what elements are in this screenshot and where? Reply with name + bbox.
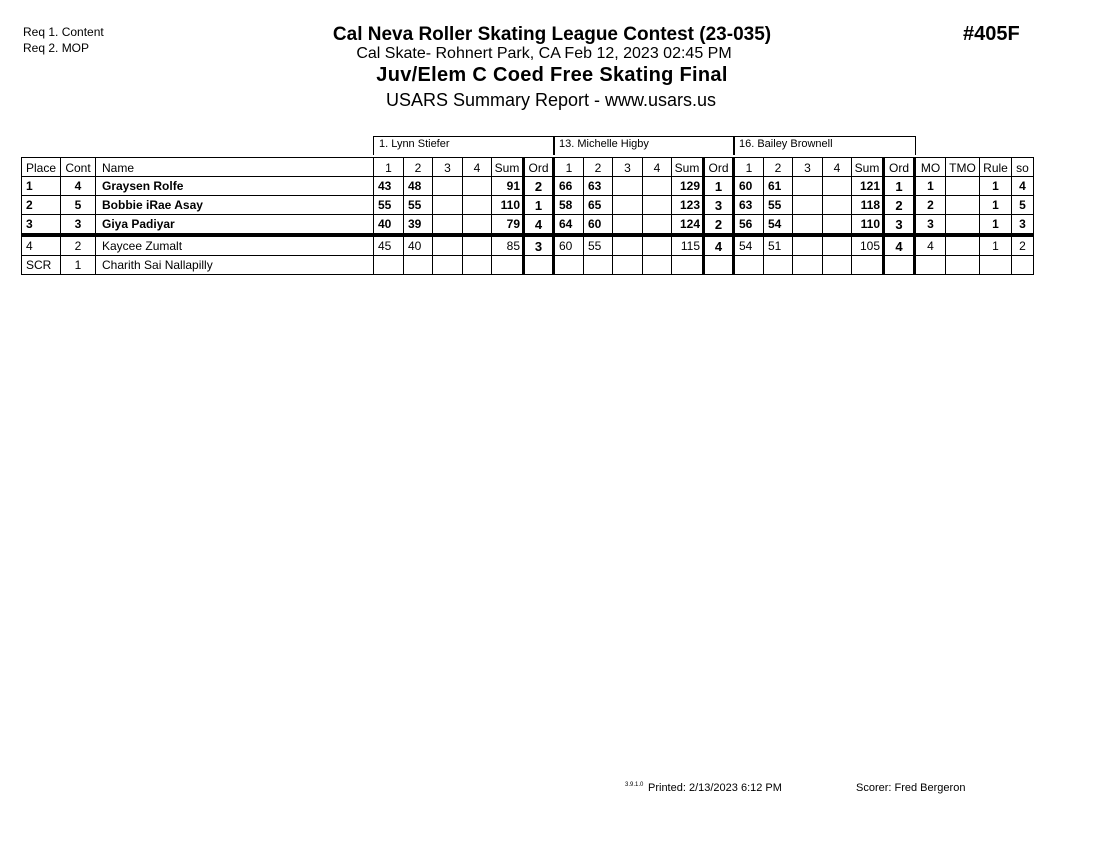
col-j2-score-1: 1 <box>554 158 584 177</box>
tmo-cell <box>946 256 980 275</box>
event-number: #405F <box>963 23 1020 45</box>
judge-3-score-4-cell <box>823 215 852 236</box>
judge-2-score-2-cell: 55 <box>584 235 613 256</box>
judge-1-score-2-cell: 39 <box>404 215 433 236</box>
col-rule: Rule <box>980 158 1012 177</box>
judge-1-ordinal-cell: 2 <box>524 177 554 196</box>
scorer-name: Scorer: Fred Bergeron <box>856 782 966 794</box>
col-j3-score-4: 4 <box>823 158 852 177</box>
table-row <box>22 256 1034 275</box>
judge-3-score-3-cell <box>793 215 823 236</box>
judge-2-score-3-cell <box>613 177 643 196</box>
software-version: 3.9.1.0 <box>625 782 644 788</box>
contestant-number-cell: 4 <box>61 177 96 196</box>
judge-1-sum-cell: 91 <box>492 177 524 196</box>
contest-title: Cal Neva Roller Skating League Contest (23-035) <box>332 24 772 45</box>
judge-2-score-4-cell <box>643 215 672 236</box>
judge-2-score-2-cell: 65 <box>584 196 613 215</box>
judge-1-sum-cell <box>492 256 524 275</box>
column-header-row <box>22 158 1034 177</box>
tmo-cell <box>946 196 980 215</box>
rule-cell: 1 <box>980 196 1012 215</box>
judge-1-score-4-cell <box>463 196 492 215</box>
judge-3-score-2-cell: 54 <box>764 215 793 236</box>
so-cell: 4 <box>1012 177 1034 196</box>
judge-2-ordinal-cell: 4 <box>704 235 734 256</box>
judge-3-score-3-cell <box>793 196 823 215</box>
skater-name-cell: Graysen Rolfe <box>96 177 374 196</box>
col-mo: MO <box>915 158 946 177</box>
table-row <box>22 196 1034 215</box>
place-cell: 3 <box>22 215 61 236</box>
so-cell: 3 <box>1012 215 1034 236</box>
col-j1-score-3: 3 <box>433 158 463 177</box>
judge-1-ordinal-cell: 4 <box>524 215 554 236</box>
col-tmo: TMO <box>946 158 980 177</box>
judge-1-sum-cell: 79 <box>492 215 524 236</box>
judge-2-score-4-cell <box>643 177 672 196</box>
judge-2-score-1-cell: 64 <box>554 215 584 236</box>
judge-3-score-1-cell: 63 <box>734 196 764 215</box>
report-title: USARS Summary Report - www.usars.us <box>385 90 717 110</box>
requirement-1: Req 1. Content <box>23 25 104 39</box>
judge-2-score-1-cell: 66 <box>554 177 584 196</box>
judge-3-ordinal-cell: 1 <box>884 177 915 196</box>
tmo-cell <box>946 177 980 196</box>
judge-3-score-4-cell <box>823 177 852 196</box>
judge-3-score-2-cell: 55 <box>764 196 793 215</box>
judge-1-name: 1. Lynn Stiefer <box>373 136 555 155</box>
judge-3-ordinal-cell: 3 <box>884 215 915 236</box>
judge-3-score-3-cell <box>793 235 823 256</box>
judge-1-sum-cell: 85 <box>492 235 524 256</box>
judge-1-score-2-cell: 40 <box>404 235 433 256</box>
col-j3-score-3: 3 <box>793 158 823 177</box>
requirement-2: Req 2. MOP <box>23 41 90 55</box>
col-j1-sum: Sum <box>492 158 524 177</box>
judge-2-score-4-cell <box>643 235 672 256</box>
judge-1-score-1-cell: 40 <box>374 215 404 236</box>
judge-3-score-3-cell <box>793 256 823 275</box>
judge-1-score-2-cell: 48 <box>404 177 433 196</box>
judge-3-sum-cell: 110 <box>852 215 884 236</box>
rule-cell: 1 <box>980 177 1012 196</box>
so-cell: 2 <box>1012 235 1034 256</box>
venue-date: Cal Skate- Rohnert Park, CA Feb 12, 2023 02:45 PM <box>356 45 732 62</box>
rule-cell: 1 <box>980 235 1012 256</box>
judge-2-score-4-cell <box>643 196 672 215</box>
judge-2-score-1-cell: 60 <box>554 235 584 256</box>
judge-3-score-1-cell: 54 <box>734 235 764 256</box>
mo-cell: 2 <box>915 196 946 215</box>
col-name: Name <box>96 158 374 177</box>
judge-3-score-2-cell <box>764 256 793 275</box>
contestant-number-cell: 3 <box>61 215 96 236</box>
place-cell: 1 <box>22 177 61 196</box>
col-j2-sum: Sum <box>672 158 704 177</box>
judge-1-score-3-cell <box>433 177 463 196</box>
contestant-number-cell: 5 <box>61 196 96 215</box>
contest-title-line <box>0 24 1100 46</box>
judge-2-score-2-cell: 60 <box>584 215 613 236</box>
judge-2-ordinal-cell <box>704 256 734 275</box>
judge-1-score-3-cell <box>433 235 463 256</box>
printed-timestamp: Printed: 2/13/2023 6:12 PM <box>648 782 782 794</box>
judge-3-sum-cell: 118 <box>852 196 884 215</box>
so-cell <box>1012 256 1034 275</box>
place-cell: 4 <box>22 235 61 256</box>
skater-name-cell: Charith Sai Nallapilly <box>96 256 374 275</box>
col-j3-score-1: 1 <box>734 158 764 177</box>
judge-2-score-3-cell <box>613 215 643 236</box>
judge-3-score-1-cell: 60 <box>734 177 764 196</box>
judge-1-score-4-cell <box>463 235 492 256</box>
rule-cell <box>980 256 1012 275</box>
venue-line <box>0 45 1100 63</box>
place-cell: 2 <box>22 196 61 215</box>
judge-2-name: 13. Michelle Higby <box>553 136 735 155</box>
mo-cell <box>915 256 946 275</box>
event-name: Juv/Elem C Coed Free Skating Final <box>376 64 728 86</box>
judge-3-score-2-cell: 61 <box>764 177 793 196</box>
contestant-number-cell: 2 <box>61 235 96 256</box>
judge-3-score-1-cell <box>734 256 764 275</box>
col-j2-score-3: 3 <box>613 158 643 177</box>
table-row <box>22 177 1034 196</box>
col-j2-score-4: 4 <box>643 158 672 177</box>
judge-1-ordinal-cell <box>524 256 554 275</box>
skater-name-cell: Kaycee Zumalt <box>96 235 374 256</box>
tmo-cell <box>946 235 980 256</box>
judge-1-score-2-cell <box>404 256 433 275</box>
judge-3-score-1-cell: 56 <box>734 215 764 236</box>
col-j2-ord: Ord <box>704 158 734 177</box>
col-place: Place <box>22 158 61 177</box>
judge-3-score-4-cell <box>823 196 852 215</box>
judge-1-score-4-cell <box>463 177 492 196</box>
judge-1-score-1-cell: 45 <box>374 235 404 256</box>
judge-2-ordinal-cell: 1 <box>704 177 734 196</box>
judge-2-score-1-cell: 58 <box>554 196 584 215</box>
judge-2-score-2-cell <box>584 256 613 275</box>
judge-3-ordinal-cell <box>884 256 915 275</box>
judge-1-ordinal-cell: 3 <box>524 235 554 256</box>
judge-1-score-2-cell: 55 <box>404 196 433 215</box>
tmo-cell <box>946 215 980 236</box>
judge-2-sum-cell: 124 <box>672 215 704 236</box>
judge-2-score-3-cell <box>613 256 643 275</box>
mo-cell: 1 <box>915 177 946 196</box>
col-j3-score-2: 2 <box>764 158 793 177</box>
judge-1-sum-cell: 110 <box>492 196 524 215</box>
col-j1-score-2: 2 <box>404 158 433 177</box>
judge-2-score-3-cell <box>613 196 643 215</box>
judge-2-score-2-cell: 63 <box>584 177 613 196</box>
judge-1-ordinal-cell: 1 <box>524 196 554 215</box>
judge-1-score-4-cell <box>463 215 492 236</box>
table-row <box>22 235 1034 256</box>
skater-name-cell: Bobbie iRae Asay <box>96 196 374 215</box>
judge-2-score-3-cell <box>613 235 643 256</box>
judge-3-name: 16. Bailey Brownell <box>733 136 916 155</box>
judge-2-score-1-cell <box>554 256 584 275</box>
score-table <box>21 157 1034 275</box>
place-cell: SCR <box>22 256 61 275</box>
col-cont: Cont <box>61 158 96 177</box>
rule-cell: 1 <box>980 215 1012 236</box>
judge-3-ordinal-cell: 2 <box>884 196 915 215</box>
col-j2-score-2: 2 <box>584 158 613 177</box>
col-so: so <box>1012 158 1034 177</box>
col-j1-score-1: 1 <box>374 158 404 177</box>
skater-name-cell: Giya Padiyar <box>96 215 374 236</box>
col-j1-ord: Ord <box>524 158 554 177</box>
judge-3-ordinal-cell: 4 <box>884 235 915 256</box>
judge-1-score-1-cell <box>374 256 404 275</box>
judge-3-sum-cell: 105 <box>852 235 884 256</box>
judge-2-ordinal-cell: 3 <box>704 196 734 215</box>
judge-2-ordinal-cell: 2 <box>704 215 734 236</box>
judge-2-sum-cell <box>672 256 704 275</box>
contestant-number-cell: 1 <box>61 256 96 275</box>
judge-1-score-3-cell <box>433 196 463 215</box>
event-line <box>0 64 1100 87</box>
judge-1-score-3-cell <box>433 215 463 236</box>
judge-3-score-3-cell <box>793 177 823 196</box>
judge-3-score-4-cell <box>823 235 852 256</box>
judge-1-score-1-cell: 43 <box>374 177 404 196</box>
judge-3-score-4-cell <box>823 256 852 275</box>
col-j3-ord: Ord <box>884 158 915 177</box>
mo-cell: 3 <box>915 215 946 236</box>
judge-1-score-4-cell <box>463 256 492 275</box>
judge-1-score-1-cell: 55 <box>374 196 404 215</box>
judge-3-score-2-cell: 51 <box>764 235 793 256</box>
so-cell: 5 <box>1012 196 1034 215</box>
report-line <box>0 90 1100 111</box>
col-j1-score-4: 4 <box>463 158 492 177</box>
judge-2-sum-cell: 115 <box>672 235 704 256</box>
table-row <box>22 215 1034 236</box>
mo-cell: 4 <box>915 235 946 256</box>
judge-2-score-4-cell <box>643 256 672 275</box>
judge-1-score-3-cell <box>433 256 463 275</box>
judge-3-sum-cell: 121 <box>852 177 884 196</box>
judge-3-sum-cell <box>852 256 884 275</box>
judge-2-sum-cell: 123 <box>672 196 704 215</box>
judge-2-sum-cell: 129 <box>672 177 704 196</box>
col-j3-sum: Sum <box>852 158 884 177</box>
